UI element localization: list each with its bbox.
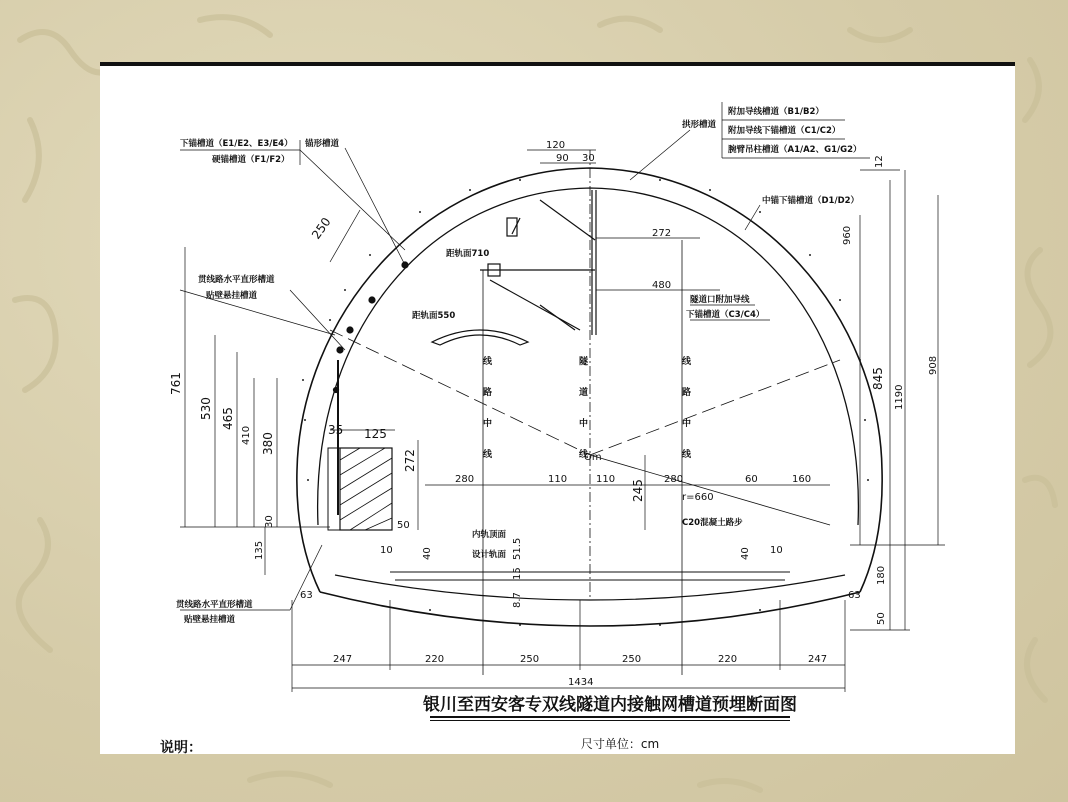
- dim-125: 125: [364, 427, 387, 441]
- callout-c1c2: 附加导线下锚槽道（C1/C2）: [728, 126, 841, 136]
- dim-245: 245: [631, 479, 645, 502]
- dim-30: 30: [582, 153, 595, 164]
- dim-40b: 40: [740, 547, 751, 560]
- lining-inner: [318, 188, 859, 525]
- dim-120: 120: [546, 140, 566, 151]
- dim-250: 250: [308, 214, 334, 242]
- dim-bottom-220b: 220: [718, 654, 738, 665]
- label-tunnel-center: 隧道中线: [577, 356, 587, 480]
- dim-908: 908: [928, 355, 939, 375]
- dim-280b: 280: [664, 474, 684, 485]
- dim-bottom-250a: 250: [520, 654, 540, 665]
- callout-tunnel-mouth: 隧道口附加导线: [690, 295, 750, 305]
- dim-465: 465: [221, 407, 235, 430]
- dim-10a: 10: [380, 545, 393, 556]
- dim-35: 35: [328, 423, 344, 437]
- dim-380: 380: [261, 432, 275, 455]
- dim-110a: 110: [548, 474, 568, 485]
- dim-bottom-1434: 1434: [568, 677, 594, 688]
- callout-rail-550: 距轨面550: [412, 311, 456, 321]
- dim-180: 180: [876, 565, 887, 585]
- callout-rail-710: 距轨面710: [446, 249, 490, 259]
- remark-label: 说明：: [160, 740, 202, 756]
- dim-160: 160: [792, 474, 812, 485]
- dim-12: 12: [874, 155, 885, 168]
- dimension-lines: [180, 150, 945, 692]
- dim-bottom-250b: 250: [622, 654, 642, 665]
- callout-d1d2: 中锚下锚槽道（D1/D2）: [762, 196, 860, 206]
- label-line-center-left: 线路中线: [481, 356, 491, 480]
- dim-15: 15: [512, 567, 523, 580]
- callout-e1e2: 下锚槽道（E1/E2、E3/E4）: [180, 139, 293, 149]
- callout-design-rail: 设计轨面: [472, 550, 507, 560]
- drawing-title: 银川至西安客专双线隧道内接触网槽道预埋断面图: [423, 695, 797, 715]
- invert-outer: [320, 592, 860, 626]
- callout-left-mid-1: 贯线路水平直形槽道: [198, 275, 275, 285]
- title-underline: [430, 716, 790, 718]
- radius-line-r660: [590, 455, 830, 525]
- unit-note: 尺寸单位：cm: [580, 737, 660, 751]
- dim-50a: 50: [397, 520, 410, 531]
- leader-lines: [180, 102, 870, 610]
- dim-63b: 63: [848, 590, 861, 601]
- callout-left-bot-1: 贯线路水平直形槽道: [176, 600, 253, 610]
- callout-center-point: Om: [584, 452, 602, 463]
- dim-40a: 40: [422, 547, 433, 560]
- callout-c3c4: 下锚槽道（C3/C4）: [686, 310, 765, 320]
- dim-bottom-220a: 220: [425, 654, 445, 665]
- callout-walkway: C20混凝土路步: [682, 518, 743, 528]
- callout-left-bot-2: 贴壁悬挂槽道: [184, 615, 236, 625]
- dim-60: 60: [745, 474, 758, 485]
- dim-bottom-247b: 247: [808, 654, 828, 665]
- callout-a1a2: 腕臂吊柱槽道（A1/A2、G1/G2）: [728, 145, 862, 155]
- dim-50b: 50: [876, 612, 887, 625]
- dim-480: 480: [652, 280, 672, 291]
- callout-radius: r=660: [682, 492, 714, 503]
- callout-f1f2: 硬锚槽道（F1/F2）: [212, 155, 290, 165]
- radius-line-right: [590, 360, 840, 455]
- label-line-center-right: 线路中线: [680, 356, 690, 480]
- callout-inner-rail: 内轨顶面: [472, 530, 507, 540]
- title-underline-thin: [430, 720, 790, 721]
- dim-410: 410: [241, 425, 252, 445]
- dim-960: 960: [842, 225, 853, 245]
- callout-anchor-groove: 锚形槽道: [305, 139, 340, 149]
- dim-90: 90: [556, 153, 569, 164]
- dim-761: 761: [169, 372, 183, 395]
- dim-110b: 110: [596, 474, 616, 485]
- dim-87: 8.7: [512, 592, 523, 608]
- dim-845: 845: [871, 367, 885, 390]
- dim-272b: 272: [403, 449, 417, 472]
- callout-b1b2: 附加导线槽道（B1/B2）: [728, 107, 824, 117]
- dim-1190: 1190: [894, 384, 905, 410]
- dim-bottom-247a: 247: [333, 654, 353, 665]
- callout-left-mid-2: 贴壁悬挂槽道: [206, 291, 258, 301]
- dim-280a: 280: [455, 474, 475, 485]
- dim-30: 30: [264, 515, 275, 528]
- dim-51: 51.5: [512, 537, 523, 560]
- catenary-cantilever: [432, 190, 596, 345]
- dim-63a: 63: [300, 590, 313, 601]
- dim-272a: 272: [652, 228, 672, 239]
- dim-10b: 10: [770, 545, 783, 556]
- callout-arch-groove: 拱形槽道: [682, 120, 717, 130]
- dim-530: 530: [199, 397, 213, 420]
- dimension-texts: [169, 140, 939, 688]
- dim-135: 135: [254, 540, 265, 560]
